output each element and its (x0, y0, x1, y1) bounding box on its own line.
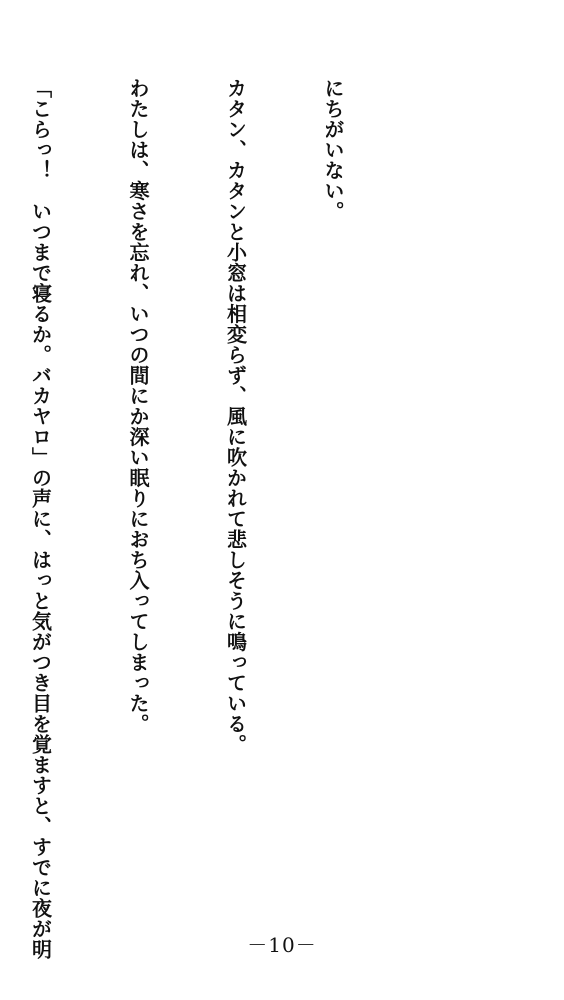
text-line: わたしは、寒さを忘れ、いつの間にか深い眠りにおち入ってしまった。 (126, 78, 150, 734)
text-line: 「こらっ！ いつまで寝るか。バカヤロ」の声に、はっと気がつき目を覚ますと、すでに夜が明 (28, 78, 53, 960)
page-number: －10－ (247, 933, 317, 957)
text-line: にちがいない。 (321, 78, 345, 222)
text-line: カタン、カタンと小窓は相変らず、風に吹かれて悲しそうに鳴っている。 (223, 78, 248, 755)
